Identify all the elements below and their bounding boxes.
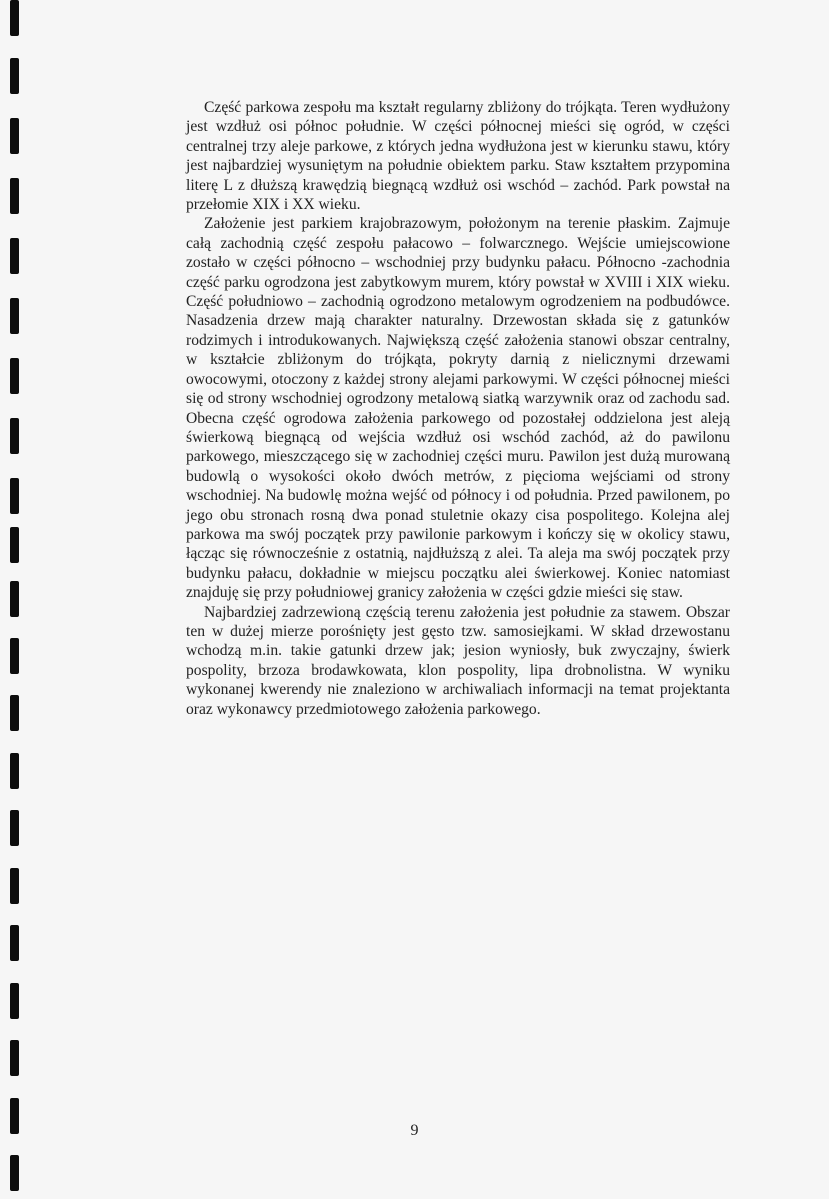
binding-hole bbox=[10, 810, 19, 846]
binding-hole bbox=[10, 478, 19, 514]
binding-hole bbox=[10, 358, 19, 394]
binding-hole bbox=[10, 983, 19, 1019]
spiral-binding bbox=[10, 0, 24, 1199]
binding-hole bbox=[10, 0, 19, 36]
paragraph: Najbardziej zadrzewioną częścią terenu założenia jest południe za stawem. Obszar ten w dużej mierze porośnięty jest gęsto tzw. samosiejkami. W skład drzewostanu wchodzą m.in. takie gatunki drzew jak; jesion wyniosły, buk zwyczajny, świerk pospolity, brzoza brodawkowata, klon pospolity, lipa drobnolistna. W wyniku wykonanej kwerendy nie znaleziono w archiwaliach informacji na temat projektanta oraz wykonawcy przedmiotowego założenia parkowego. bbox=[186, 603, 730, 718]
binding-hole bbox=[10, 695, 19, 731]
binding-hole bbox=[10, 238, 19, 274]
binding-hole bbox=[10, 58, 19, 94]
binding-hole bbox=[10, 418, 19, 454]
binding-hole bbox=[10, 581, 19, 617]
binding-hole bbox=[10, 638, 19, 674]
binding-hole bbox=[10, 925, 19, 961]
binding-hole bbox=[10, 178, 19, 214]
binding-hole bbox=[10, 118, 19, 154]
page-number: 9 bbox=[410, 1122, 419, 1139]
binding-hole bbox=[10, 1040, 19, 1076]
binding-hole bbox=[10, 753, 19, 789]
binding-hole bbox=[10, 298, 19, 334]
binding-hole bbox=[10, 527, 19, 563]
binding-hole bbox=[10, 1155, 19, 1191]
paragraph: Założenie jest parkiem krajobrazowym, położonym na terenie płaskim. Zajmuje całą zachodnią część zespołu pałacowo – folwarcznego. Wejście umiejscowione zostało w części północno – wschodniej przy budynku pałacu. Północno -zachodnia część parku ogrodzona jest zabytkowym murem, który powstał w XVIII i XIX wieku. Część południowo – zachodnią ogrodzono metalowym ogrodzeniem na podbudówce. Nasadzenia drzew mają charakter naturalny. Drzewostan składa się z gatunków rodzimych i introdukowanych. Największą część założenia stanowi obszar centralny, w kształcie zbliżonym do trójkąta, pokryty darnią z nielicznymi drzewami owocowymi, otoczony z każdej strony alejami parkowymi. W części północnej mieści się od strony wschodniej ogrodzony metalową siatką warzywnik oraz od zachodu sad. Obecna część ogrodowa założenia parkowego od pozostałej oddzielona jest aleją świerkową biegnącą od wejścia wzdłuż osi wschód zachód, aż do pawilonu parkowego, mieszczącego się w zachodniej części muru. Pawilon jest dużą murowaną budowlą o wysokości około dwóch metrów, z pięcioma wejściami od strony wschodniej. Na budowlę można wejść od północy i od południa. Przed pawilonem, po jego obu stronach rosną dwa ponad stuletnie okazy cisa pospolitego. Kolejna alej parkowa ma swój początek przy pawilonie parkowym i kończy się w okolicy stawu, łącząc się równocześnie z ostatnią, najdłuższą z alei. Ta aleja ma swój początek przy budynku pałacu, dokładnie w miejscu początku alei świerkowej. Koniec natomiast znajduję się przy południowej granicy założenia w części gdzie mieści się staw. bbox=[186, 215, 730, 602]
paragraph: Część parkowa zespołu ma kształt regularny zbliżony do trójkąta. Teren wydłużony jest wzdłuż osi północ południe. W części północnej mieści się ogród, w części centralnej trzy aleje parkowe, z których jedna wydłużona jest w kierunku stawu, który jest najbardziej wysuniętym na południe obiektem parku. Staw kształtem przypomina literę L z dłuższą krawędzią biegnącą wzdłuż osi wschód – zachód. Park powstał na przełomie XIX i XX wieku. bbox=[186, 99, 730, 214]
binding-hole bbox=[10, 868, 19, 904]
body-text bbox=[186, 98, 730, 719]
